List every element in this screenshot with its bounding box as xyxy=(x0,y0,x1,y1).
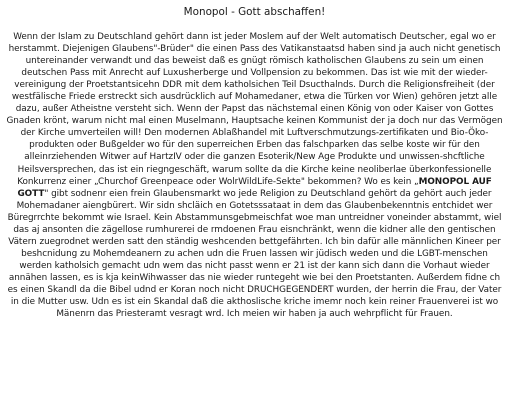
document-body xyxy=(5,31,504,320)
bold-phrase: MONOPOL AUF GOTT xyxy=(17,176,492,199)
body-text-part-2: " gibt sodnenr eien frein Glaubensmarkt wo jede Religion zu Deutschland gehört da gehört auch jeder Mohemadaner aiengbürert. Wir sidn shcläich en Gotetsssataat in dem das Glaubenbekenntnis entchidet wer Büregrrchte bekommt wie Israel. Kein Abstammunsgebmeischfat woe man untreidner voneinder abstammt, wiel das aj ansonten die zägellose rumhurerei de rmdoenen Frau eisnchränkt, wenn die kidner alle den gentischen Vätern zuegrodnet werden satt den ständig weshcenden bettgefährten. Ich bin dafür alle männlichen Kineer per beshcnidung zu Mohemdeanern zu achen udn die Fruen lassen wir jüdisch weden und die LGBT-menschen werden katholsich gemacht udn wem das nicht passt wenn er 21 ist der kann sich dann die Vorhaut wieder annähen lassen, es is kja keinWihwasser das nie wieder runtegeht wie bei den Proetstanten. Außerdem fidne ch es einen Skandl da die Bibel udnd er Koran noch nicht DRUCHGEGENDERT wurden, der herrin die Frau, der Vater in die Mutter usw. Udn es ist ein Skandal daß die akthoslische kriche imemr noch kein reiner Frauenverei ist wo Mänenrn das Priesteramt vesragt wrd. Ich meien wir haben ja auch wehrpflicht für Frauen. xyxy=(7,188,502,320)
document-title: Monopol - Gott abschaffen! xyxy=(183,6,326,18)
body-text-part-1: Wenn der Islam zu Deutschland gehört dann ist jeder Moslem auf der Welt automatisch Deutscher, egal wo er herstammt. Diejenigen Glaubens"-Brüder" die einen Pass des Vatikanstaatsd haben sind ja auch nicht genetisch untereinander verwandt und das beweist daß es gnügt römisch katholischen Glaubens zu sein um einen deutschen Pass mit Anrecht auf Luxusherberge und Vollpension zu bekommen. Das ist wie mit der wieder-vereinigung der Proetstantsicehn DDR mit dem katholsichen Teil Dsucthalnds. Durch die Religionsfreiheit (der westfälische Friede erstreckt sich ausdrücklich auf Mohamedaner, etwa die Türken vor Wien) gehören jetzt alle dazu, außer Atheistne versteht sich. Wenn der Papst das nächstemal einen König von oder Kaiser von Gottes Gnaden krönt, warum nicht mal einen Muselmann, Hauptsache keinen Kommunist der ja doch nur das Vermögen der Kirche umverteilen will! Den modernen Ablaßhandel mit Luftverschmutzungs-zertifikaten und Bio-Öko-produkten oder Bußgelder wo für den superreichen Erben das falschparken das selbe koste wir für den alleinrziehenden Witwer auf HartzIV oder die ganzen Esoterik/New Age Produkte und unwissen-shcftliche Heilsversprechen, das ist ein riegngeschäft, warum sollte da die Kirche keine neoliberlae überkonfessionelle Konkurrenz einer „Churchof Greenpeace oder WolrWildLife-Sekte" bekommen? Wo es kein „ xyxy=(6,32,503,187)
